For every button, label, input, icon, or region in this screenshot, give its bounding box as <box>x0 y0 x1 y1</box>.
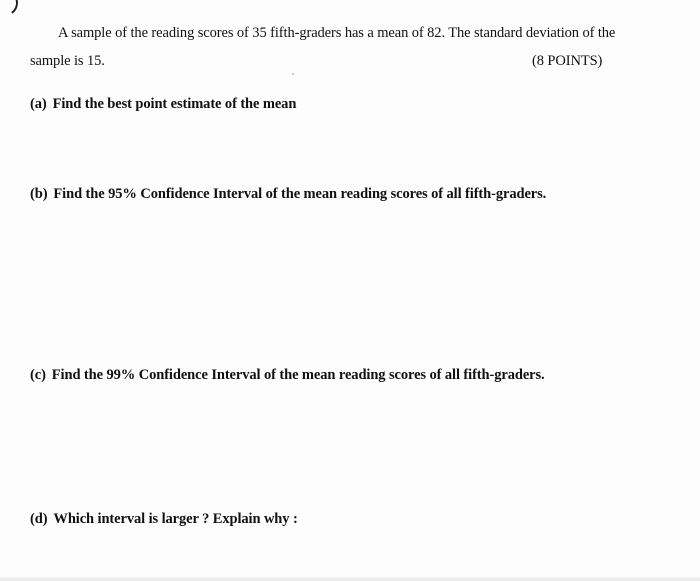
question-d-label: (d) <box>30 511 48 527</box>
question-d-text: Which interval is larger ? Explain why : <box>53 511 298 527</box>
question-c <box>30 366 545 384</box>
problem-intro-line-1: A sample of the reading scores of 35 fifth-graders has a mean of 82. The standard deviation of the <box>58 25 616 41</box>
question-c-label: (c) <box>30 367 46 383</box>
question-b <box>30 185 546 203</box>
question-c-text: Find the 99% Confidence Interval of the mean reading scores of all fifth-graders. <box>51 367 545 383</box>
question-a-text: Find the best point estimate of the mean <box>52 96 297 112</box>
page-bottom-edge <box>0 577 700 581</box>
question-b-text: Find the 95% Confidence Interval of the mean reading scores of all fifth-graders. <box>53 186 547 202</box>
question-a-label: (a) <box>30 96 47 112</box>
page-corner-mark <box>0 0 20 18</box>
problem-intro-line-2: sample is 15. <box>30 53 105 69</box>
stray-dot <box>292 73 294 75</box>
points-label: (8 POINTS) <box>532 53 603 69</box>
question-d <box>30 510 298 528</box>
question-b-label: (b) <box>30 186 48 202</box>
question-a <box>30 95 296 113</box>
